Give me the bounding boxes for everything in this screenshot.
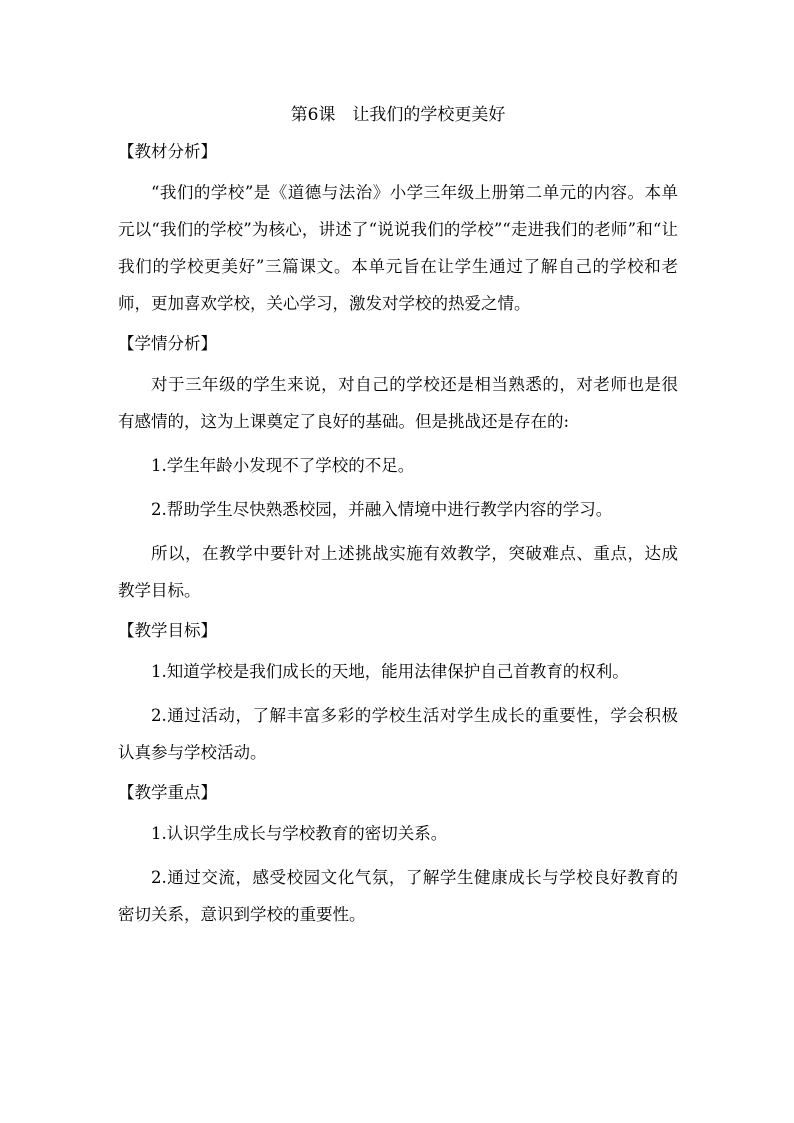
list-item: 2.通过交流，感受校园文化气氛，了解学生健康成长与学校良好教育的密切关系，意识到学校的重要性。 [118, 868, 678, 924]
list-item: 1.认识学生成长与学校教育的密切关系。 [151, 824, 448, 843]
list-item: 2.通过活动，了解丰富多彩的学校生活对学生成长的重要性，学会积极认真参与学校活动。 [118, 706, 678, 762]
section-heading: 【教学目标】 [118, 621, 217, 640]
paragraph: 所以，在教学中要针对上述挑战实施有效教学，突破难点、重点，达成教学目标。 [118, 544, 678, 600]
paragraph: 对于三年级的学生来说，对自己的学校还是相当熟悉的，对老师也是很有感情的，这为上课奠定了良好的基础。但是挑战还是存在的: [118, 375, 678, 431]
list-item: 2.帮助学生尽快熟悉校园，并融入情境中进行教学内容的学习。 [151, 500, 613, 519]
document-page [118, 100, 678, 940]
page-title: 第6课 让我们的学校更美好 [290, 105, 506, 125]
list-item: 1.知道学校是我们成长的天地，能用法律保护自己首教育的权利。 [151, 662, 629, 681]
section-textbook-analysis [118, 137, 678, 322]
section-teaching-focus [118, 778, 678, 933]
section-heading: 【教材分析】 [118, 142, 217, 161]
section-learner-analysis [118, 329, 678, 609]
section-heading: 【学情分析】 [118, 334, 217, 353]
paragraph: “我们的学校”是《道德与法治》小学三年级上册第二单元的内容。本单元以“我们的学校”为核心，讲述了“说说我们的学校”“走进我们的老师”和“让我们的学校更美好”三篇课文。本单元旨在让学生通过了解自己的学校和老师，更加喜欢学校，关心学习，激发对学校的热爱之情。 [118, 183, 678, 313]
list-item: 1.学生年龄小发现不了学校的不足。 [151, 456, 415, 475]
section-teaching-goals [118, 616, 678, 771]
section-heading: 【教学重点】 [118, 783, 217, 802]
